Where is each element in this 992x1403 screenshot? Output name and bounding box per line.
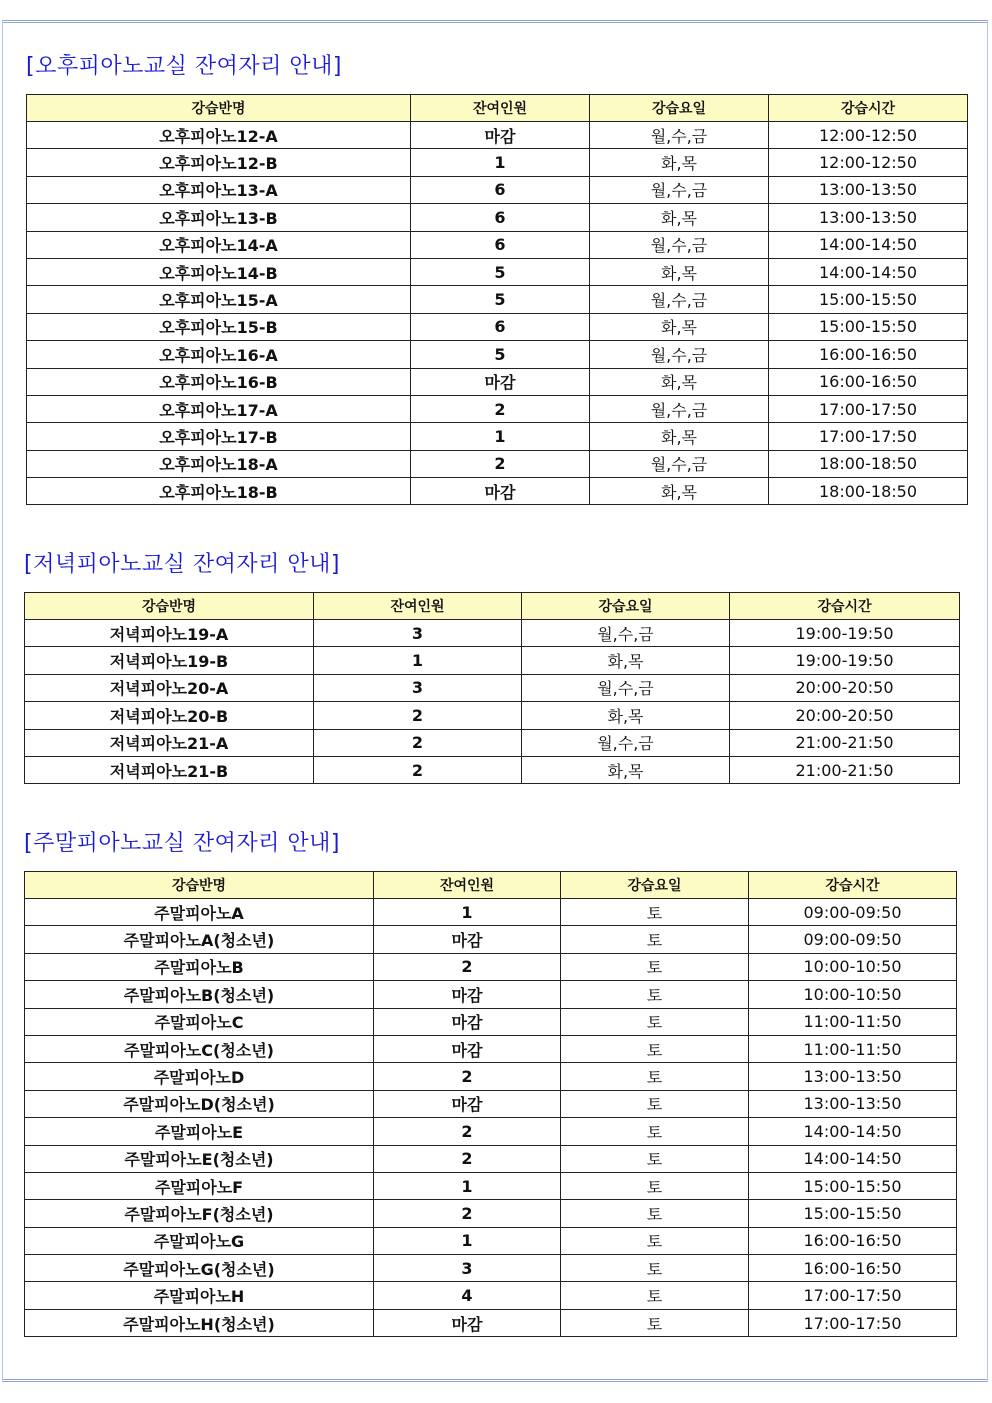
remaining-seats-cell: 1 — [314, 647, 522, 674]
table-row — [25, 702, 960, 729]
remaining-seats-cell: 1 — [374, 1227, 561, 1254]
table-row — [27, 204, 968, 231]
class-days-cell: 토 — [561, 1282, 749, 1309]
class-days-cell: 토 — [561, 1008, 749, 1035]
class-days-cell: 화,목 — [590, 204, 769, 231]
class-days-cell: 월,수,금 — [522, 729, 730, 756]
class-time-cell: 20:00-20:50 — [730, 674, 960, 701]
remaining-seats-cell: 마감 — [374, 1309, 561, 1336]
section-title: [저녁피아노교실 잔여자리 안내] — [24, 552, 340, 577]
remaining-seats-cell: 마감 — [374, 981, 561, 1008]
class-days-cell: 화,목 — [590, 368, 769, 395]
table-row — [27, 478, 968, 505]
class-name-cell: 주말피아노A — [25, 899, 374, 926]
class-time-cell: 14:00-14:50 — [749, 1118, 957, 1145]
class-days-cell: 화,목 — [590, 149, 769, 176]
class-time-cell: 13:00-13:50 — [769, 204, 968, 231]
table-row — [25, 1172, 957, 1199]
table-row — [25, 899, 957, 926]
table-row — [27, 122, 968, 149]
class-name-cell: 저녁피아노21-B — [25, 756, 314, 783]
table-row — [27, 423, 968, 450]
class-time-cell: 12:00-12:50 — [769, 122, 968, 149]
class-days-cell: 토 — [561, 926, 749, 953]
table-row — [25, 1118, 957, 1145]
remaining-seats-cell: 3 — [314, 620, 522, 647]
remaining-seats-cell: 1 — [374, 1172, 561, 1199]
class-time-cell: 13:00-13:50 — [749, 1063, 957, 1090]
class-days-cell: 토 — [561, 1172, 749, 1199]
remaining-seats-cell: 4 — [374, 1282, 561, 1309]
table-row — [25, 1282, 957, 1309]
evening-section — [24, 550, 960, 784]
table-header-row — [27, 95, 968, 122]
header-remaining: 잔여인원 — [411, 95, 590, 122]
class-days-cell: 화,목 — [522, 756, 730, 783]
remaining-seats-cell: 2 — [314, 729, 522, 756]
class-days-cell: 토 — [561, 981, 749, 1008]
remaining-seats-cell: 6 — [411, 204, 590, 231]
header-days: 강습요일 — [522, 593, 730, 620]
class-time-cell: 17:00-17:50 — [749, 1309, 957, 1336]
class-time-cell: 18:00-18:50 — [769, 478, 968, 505]
remaining-seats-cell: 마감 — [374, 1008, 561, 1035]
table-row — [27, 395, 968, 422]
weekend-table-body — [25, 899, 957, 1337]
class-name-cell: 오후피아노13-B — [27, 204, 411, 231]
class-name-cell: 주말피아노B(청소년) — [25, 981, 374, 1008]
remaining-seats-cell: 마감 — [374, 1035, 561, 1062]
table-row — [27, 231, 968, 258]
remaining-seats-cell: 5 — [411, 286, 590, 313]
table-row — [27, 450, 968, 477]
remaining-seats-cell: 2 — [314, 702, 522, 729]
remaining-seats-cell: 마감 — [411, 122, 590, 149]
table-row — [25, 756, 960, 783]
remaining-seats-cell: 2 — [411, 395, 590, 422]
table-row — [27, 313, 968, 340]
table-row — [25, 981, 957, 1008]
class-days-cell: 화,목 — [590, 478, 769, 505]
class-time-cell: 11:00-11:50 — [749, 1008, 957, 1035]
class-name-cell: 주말피아노F — [25, 1172, 374, 1199]
table-row — [27, 176, 968, 203]
table-row — [25, 1008, 957, 1035]
table-row — [27, 149, 968, 176]
remaining-seats-cell: 6 — [411, 313, 590, 340]
table-row — [27, 368, 968, 395]
class-days-cell: 토 — [561, 1118, 749, 1145]
class-name-cell: 주말피아노H — [25, 1282, 374, 1309]
class-days-cell: 토 — [561, 1200, 749, 1227]
table-row — [25, 1255, 957, 1282]
class-name-cell: 주말피아노H(청소년) — [25, 1309, 374, 1336]
class-time-cell: 21:00-21:50 — [730, 756, 960, 783]
class-time-cell: 15:00-15:50 — [749, 1172, 957, 1199]
class-days-cell: 화,목 — [590, 258, 769, 285]
remaining-seats-cell: 2 — [374, 1145, 561, 1172]
class-days-cell: 화,목 — [590, 423, 769, 450]
remaining-seats-cell: 3 — [314, 674, 522, 701]
class-name-cell: 저녁피아노19-A — [25, 620, 314, 647]
remaining-seats-cell: 3 — [374, 1255, 561, 1282]
remaining-seats-cell: 2 — [411, 450, 590, 477]
class-days-cell: 토 — [561, 1090, 749, 1117]
class-time-cell: 19:00-19:50 — [730, 620, 960, 647]
remaining-seats-cell: 마감 — [374, 926, 561, 953]
class-time-cell: 16:00-16:50 — [749, 1227, 957, 1254]
class-name-cell: 주말피아노B — [25, 953, 374, 980]
header-class-name: 강습반명 — [25, 593, 314, 620]
table-header-row — [25, 593, 960, 620]
header-time: 강습시간 — [769, 95, 968, 122]
class-time-cell: 16:00-16:50 — [769, 341, 968, 368]
table-row — [25, 1200, 957, 1227]
class-time-cell: 14:00-14:50 — [769, 258, 968, 285]
remaining-seats-cell: 1 — [374, 899, 561, 926]
class-days-cell: 월,수,금 — [590, 176, 769, 203]
class-time-cell: 17:00-17:50 — [769, 423, 968, 450]
class-name-cell: 주말피아노D(청소년) — [25, 1090, 374, 1117]
table-row — [27, 286, 968, 313]
class-time-cell: 16:00-16:50 — [749, 1255, 957, 1282]
remaining-seats-cell: 마감 — [411, 478, 590, 505]
class-name-cell: 오후피아노14-A — [27, 231, 411, 258]
class-name-cell: 오후피아노12-B — [27, 149, 411, 176]
table-row — [25, 1063, 957, 1090]
class-days-cell: 화,목 — [590, 313, 769, 340]
remaining-seats-cell: 1 — [411, 149, 590, 176]
class-days-cell: 화,목 — [522, 647, 730, 674]
class-time-cell: 20:00-20:50 — [730, 702, 960, 729]
class-name-cell: 오후피아노16-A — [27, 341, 411, 368]
class-name-cell: 주말피아노D — [25, 1063, 374, 1090]
class-days-cell: 월,수,금 — [590, 122, 769, 149]
table-row — [25, 1035, 957, 1062]
class-name-cell: 오후피아노13-A — [27, 176, 411, 203]
class-time-cell: 17:00-17:50 — [749, 1282, 957, 1309]
class-time-cell: 15:00-15:50 — [769, 286, 968, 313]
table-row — [25, 647, 960, 674]
class-time-cell: 11:00-11:50 — [749, 1035, 957, 1062]
header-remaining: 잔여인원 — [374, 872, 561, 899]
remaining-seats-cell: 2 — [314, 756, 522, 783]
class-time-cell: 14:00-14:50 — [749, 1145, 957, 1172]
afternoon-table-body — [27, 122, 968, 505]
class-days-cell: 월,수,금 — [590, 341, 769, 368]
remaining-seats-cell: 2 — [374, 1118, 561, 1145]
class-time-cell: 17:00-17:50 — [769, 395, 968, 422]
class-days-cell: 화,목 — [522, 702, 730, 729]
class-time-cell: 15:00-15:50 — [769, 313, 968, 340]
table-row — [25, 1227, 957, 1254]
class-name-cell: 오후피아노17-A — [27, 395, 411, 422]
class-days-cell: 토 — [561, 1255, 749, 1282]
table-row — [27, 341, 968, 368]
table-row — [25, 1309, 957, 1336]
class-name-cell: 오후피아노17-B — [27, 423, 411, 450]
class-time-cell: 09:00-09:50 — [749, 899, 957, 926]
table-row — [25, 729, 960, 756]
class-time-cell: 16:00-16:50 — [769, 368, 968, 395]
table-row — [25, 1090, 957, 1117]
afternoon-table — [26, 94, 968, 505]
afternoon-section — [26, 52, 968, 505]
class-name-cell: 오후피아노16-B — [27, 368, 411, 395]
remaining-seats-cell: 1 — [411, 423, 590, 450]
remaining-seats-cell: 마감 — [411, 368, 590, 395]
header-class-name: 강습반명 — [25, 872, 374, 899]
header-time: 강습시간 — [730, 593, 960, 620]
class-name-cell: 오후피아노18-A — [27, 450, 411, 477]
header-days: 강습요일 — [561, 872, 749, 899]
class-days-cell: 토 — [561, 1063, 749, 1090]
class-time-cell: 15:00-15:50 — [749, 1200, 957, 1227]
remaining-seats-cell: 5 — [411, 258, 590, 285]
class-name-cell: 저녁피아노20-A — [25, 674, 314, 701]
remaining-seats-cell: 마감 — [374, 1090, 561, 1117]
evening-table-body — [25, 620, 960, 784]
class-name-cell: 주말피아노E — [25, 1118, 374, 1145]
header-remaining: 잔여인원 — [314, 593, 522, 620]
class-name-cell: 주말피아노A(청소년) — [25, 926, 374, 953]
weekend-table — [24, 871, 957, 1337]
class-time-cell: 13:00-13:50 — [769, 176, 968, 203]
class-time-cell: 10:00-10:50 — [749, 953, 957, 980]
class-days-cell: 월,수,금 — [590, 450, 769, 477]
class-name-cell: 오후피아노12-A — [27, 122, 411, 149]
header-class-name: 강습반명 — [27, 95, 411, 122]
table-header-row — [25, 872, 957, 899]
section-title: [주말피아노교실 잔여자리 안내] — [24, 831, 340, 856]
class-name-cell: 주말피아노C — [25, 1008, 374, 1035]
class-name-cell: 오후피아노18-B — [27, 478, 411, 505]
class-time-cell: 21:00-21:50 — [730, 729, 960, 756]
class-days-cell: 토 — [561, 1309, 749, 1336]
class-time-cell: 09:00-09:50 — [749, 926, 957, 953]
class-time-cell: 19:00-19:50 — [730, 647, 960, 674]
class-name-cell: 주말피아노E(청소년) — [25, 1145, 374, 1172]
class-name-cell: 저녁피아노21-A — [25, 729, 314, 756]
table-row — [25, 620, 960, 647]
remaining-seats-cell: 6 — [411, 176, 590, 203]
class-time-cell: 18:00-18:50 — [769, 450, 968, 477]
class-days-cell: 월,수,금 — [590, 231, 769, 258]
class-days-cell: 월,수,금 — [590, 286, 769, 313]
class-name-cell: 주말피아노G — [25, 1227, 374, 1254]
remaining-seats-cell: 2 — [374, 1063, 561, 1090]
class-name-cell: 오후피아노15-A — [27, 286, 411, 313]
class-name-cell: 저녁피아노20-B — [25, 702, 314, 729]
table-row — [25, 953, 957, 980]
remaining-seats-cell: 2 — [374, 953, 561, 980]
class-name-cell: 오후피아노15-B — [27, 313, 411, 340]
class-name-cell: 주말피아노F(청소년) — [25, 1200, 374, 1227]
class-days-cell: 토 — [561, 899, 749, 926]
weekend-section — [24, 829, 957, 1337]
class-days-cell: 토 — [561, 1145, 749, 1172]
class-time-cell: 12:00-12:50 — [769, 149, 968, 176]
header-days: 강습요일 — [590, 95, 769, 122]
table-row — [27, 258, 968, 285]
header-time: 강습시간 — [749, 872, 957, 899]
class-days-cell: 토 — [561, 1227, 749, 1254]
class-time-cell: 14:00-14:50 — [769, 231, 968, 258]
evening-table — [24, 592, 960, 784]
table-row — [25, 926, 957, 953]
class-days-cell: 월,수,금 — [522, 620, 730, 647]
class-time-cell: 10:00-10:50 — [749, 981, 957, 1008]
class-name-cell: 저녁피아노19-B — [25, 647, 314, 674]
section-title: [오후피아노교실 잔여자리 안내] — [26, 54, 342, 79]
class-time-cell: 13:00-13:50 — [749, 1090, 957, 1117]
remaining-seats-cell: 6 — [411, 231, 590, 258]
remaining-seats-cell: 2 — [374, 1200, 561, 1227]
class-days-cell: 토 — [561, 1035, 749, 1062]
class-name-cell: 오후피아노14-B — [27, 258, 411, 285]
remaining-seats-cell: 5 — [411, 341, 590, 368]
class-days-cell: 토 — [561, 953, 749, 980]
class-name-cell: 주말피아노C(청소년) — [25, 1035, 374, 1062]
class-name-cell: 주말피아노G(청소년) — [25, 1255, 374, 1282]
table-row — [25, 674, 960, 701]
table-row — [25, 1145, 957, 1172]
class-days-cell: 월,수,금 — [522, 674, 730, 701]
class-days-cell: 월,수,금 — [590, 395, 769, 422]
